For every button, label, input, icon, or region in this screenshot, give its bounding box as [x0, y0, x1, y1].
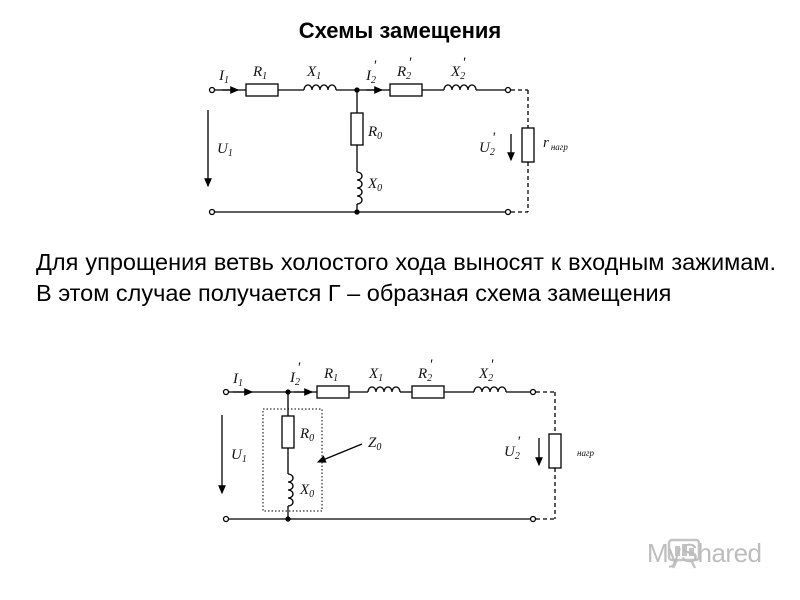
svg-text:R1: $R_1$: [324, 366, 339, 384]
resistor-r1-2: [317, 386, 349, 398]
input-terminal-top-2: [224, 390, 229, 395]
input-terminal-bottom: [210, 210, 215, 215]
inductor-x1: [304, 85, 336, 90]
svg-text:U2': $U_2'$: [504, 434, 521, 462]
svg-text:X1: $X_1$: [307, 64, 322, 82]
svg-text:rнагр: r $_{нагр}$: [543, 135, 568, 152]
svg-text:I2': $I_2'$: [366, 58, 377, 86]
resistor-r1: [246, 84, 278, 96]
diagram1-labels: [217, 55, 568, 194]
svg-text:R2': $R_2'$: [397, 55, 412, 82]
svg-text:X0: $X_0$: [368, 176, 383, 194]
svg-text:I1: $I_1$: [219, 68, 229, 86]
inductor-x1-2: [368, 387, 400, 392]
svg-text:Z0: $Z_0$: [368, 435, 382, 453]
input-terminal-top: [210, 88, 215, 93]
svg-text:R0: $R_0$: [300, 426, 315, 444]
svg-text:R1: $R_1$: [253, 64, 268, 82]
svg-text:U2': $U_2'$: [479, 130, 496, 158]
resistor-r2: [390, 84, 422, 96]
resistor-r0-2: [282, 416, 294, 448]
svg-text:R2': $R_2'$: [418, 357, 433, 384]
svg-text:X2': $X_2'$: [479, 357, 494, 384]
z0-pointer: [318, 444, 362, 462]
inductor-x0: [357, 172, 362, 204]
svg-text:R0: $R_0$: [368, 124, 383, 142]
explanation-paragraph: Для упрощения ветвь холостого хода выносят к входным зажимам. В этом случае получается Г – образная схема замещения: [36, 249, 776, 306]
slide-title: Схемы замещения: [298, 18, 502, 43]
svg-text:X2': $X_2'$: [451, 55, 466, 82]
svg-text:I1: $I_1$: [233, 371, 243, 389]
watermark-text: MyShared: [647, 538, 762, 568]
svg-text:X1: $X_1$: [369, 366, 384, 384]
load-resistor: [522, 128, 534, 162]
load-resistor-2: [549, 434, 561, 468]
inductor-x2: [444, 85, 476, 90]
resistor-r2-2: [412, 386, 444, 398]
svg-text:нагр: нагр: [577, 448, 594, 458]
svg-text:X0: $X_0$: [300, 482, 315, 500]
resistor-r0: [351, 113, 363, 145]
svg-text:I2': $I_2'$: [290, 360, 301, 388]
svg-text:U1: $U_1$: [217, 141, 233, 159]
inductor-x2-2: [474, 387, 506, 392]
svg-text:U1: $U_1$: [231, 447, 247, 465]
input-terminal-bottom-2: [224, 517, 229, 522]
inductor-x0-2: [288, 474, 293, 506]
